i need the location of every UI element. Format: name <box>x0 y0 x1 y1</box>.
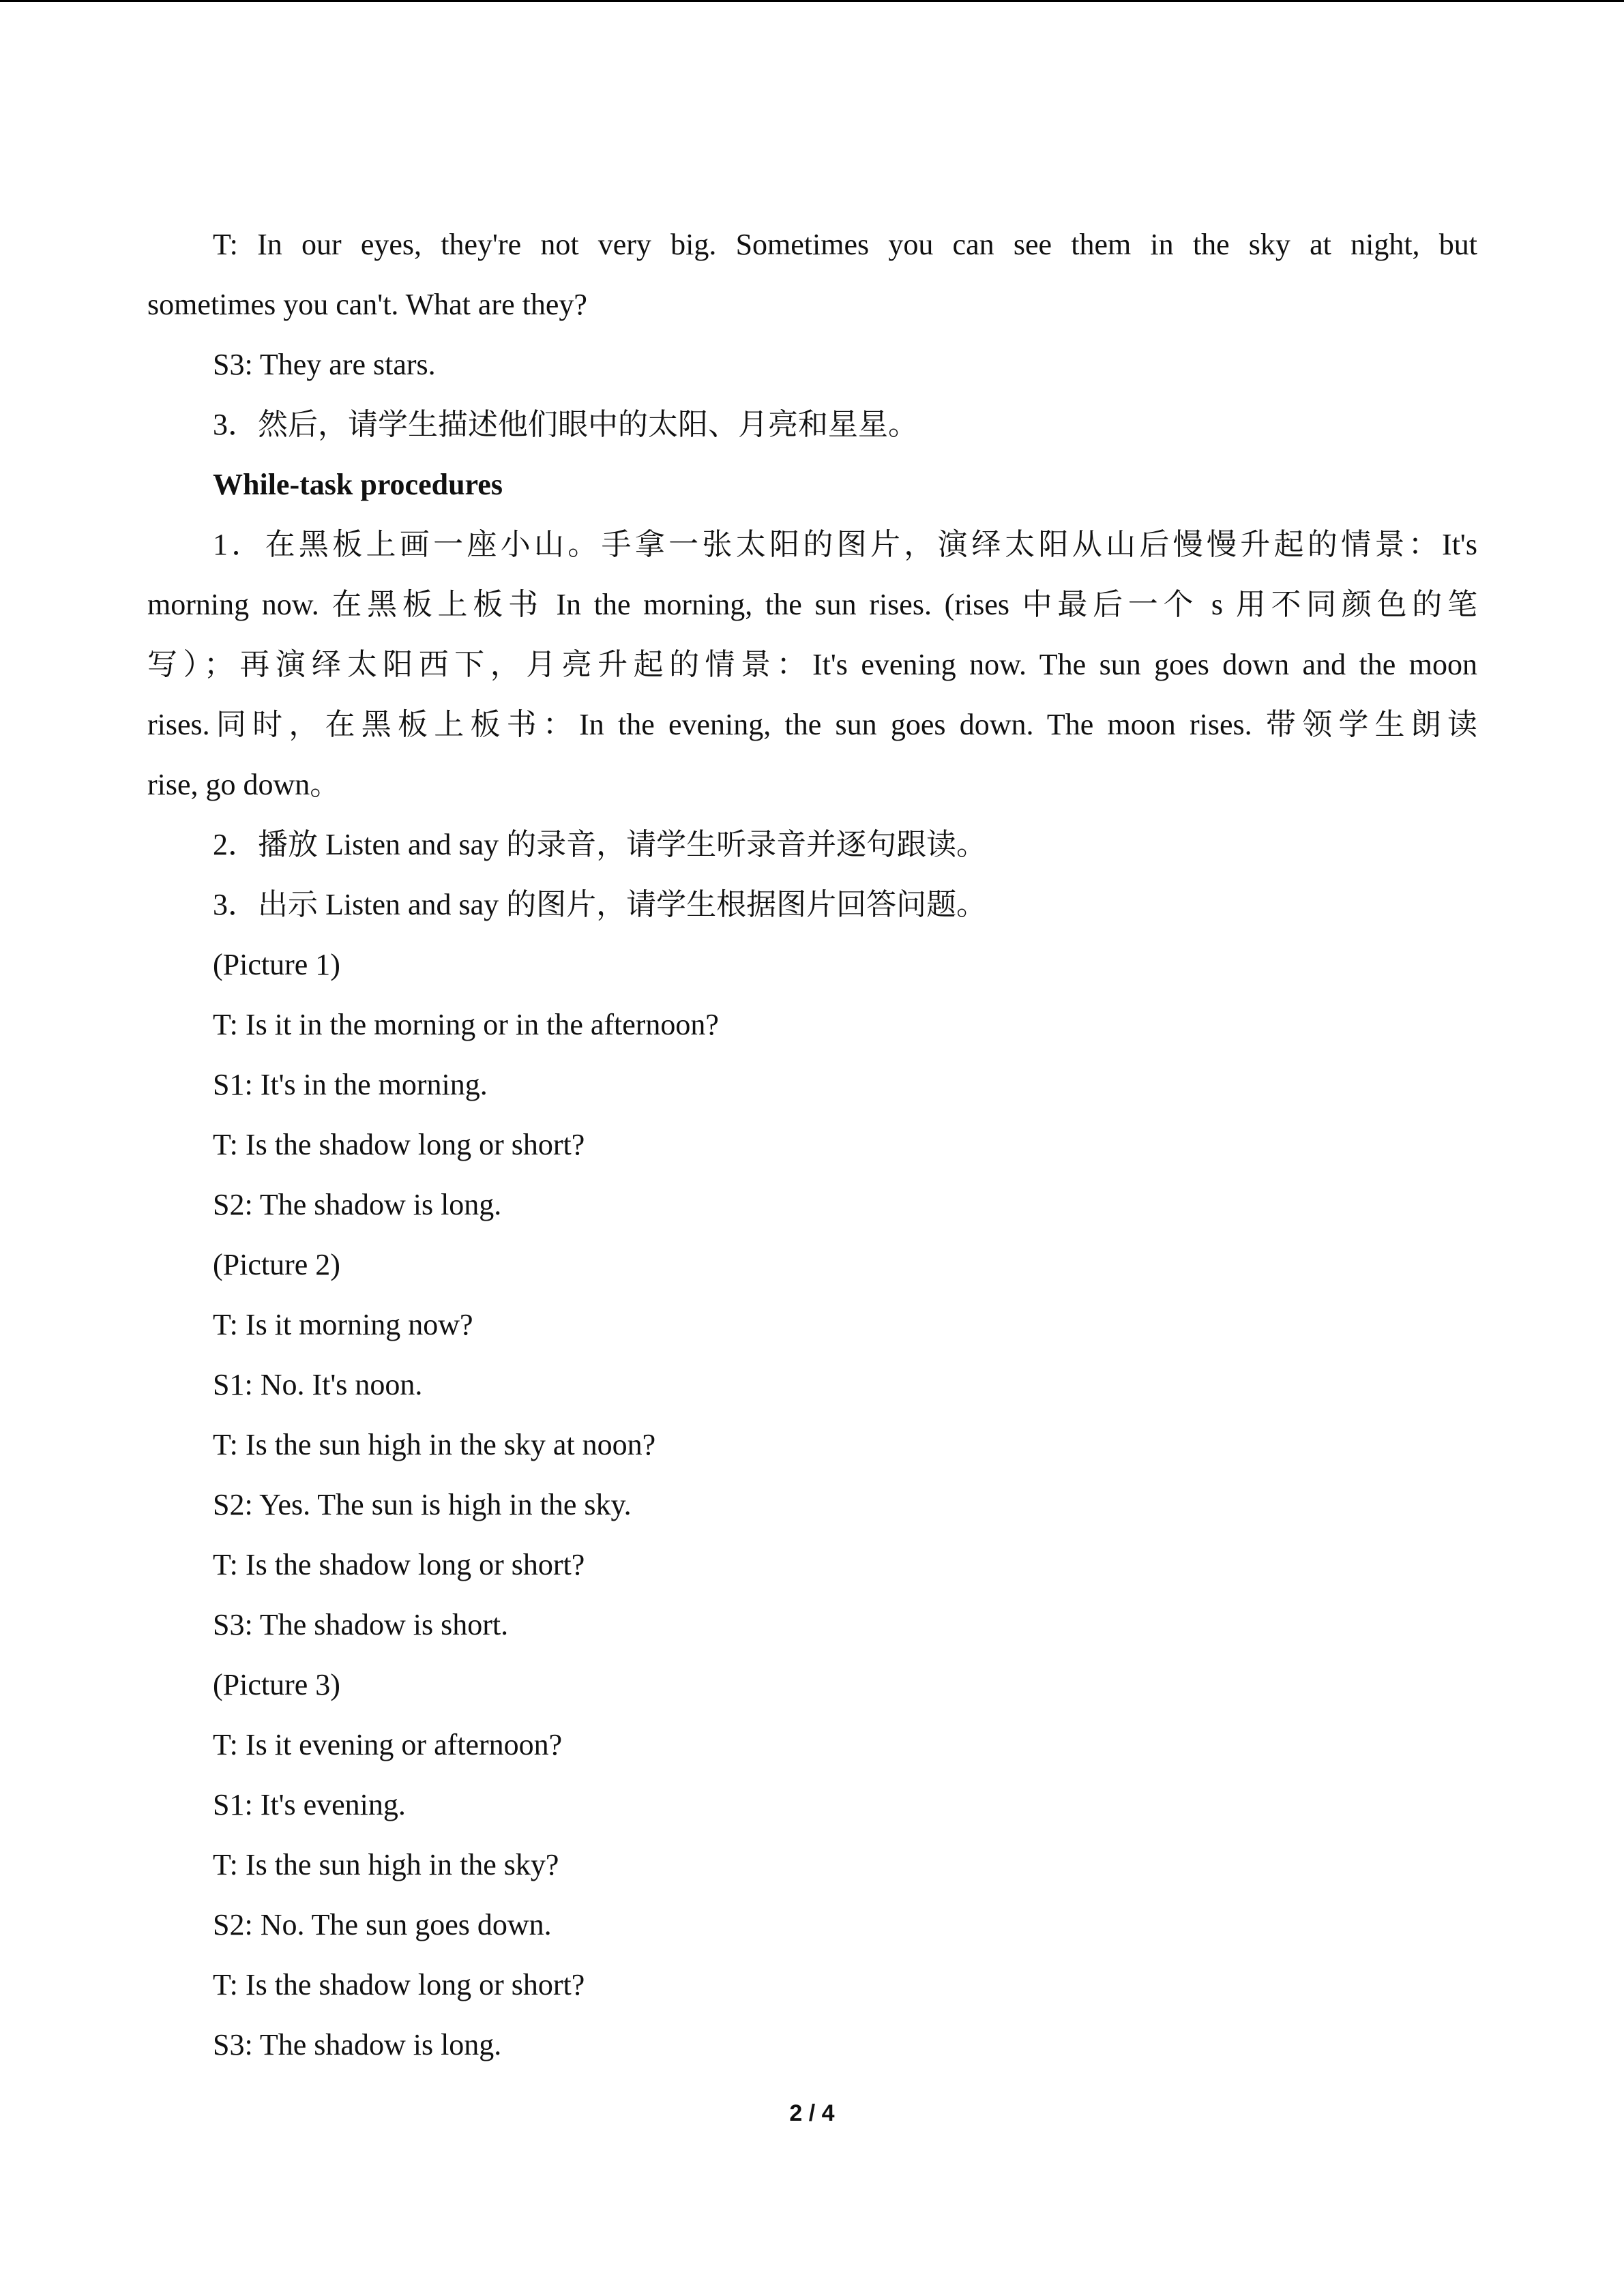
dialogue-line: T: Is the sun high in the sky at noon? <box>213 1428 656 1461</box>
dialogue-line: S1: It's evening. <box>213 1788 406 1821</box>
paragraph-line: rises.同时，在黑板上板书：In the evening, the sun goes down. The moon rises. 带领学生朗读 <box>147 708 1477 741</box>
dialogue-line: S1: It's in the morning. <box>213 1068 488 1101</box>
top-border-line <box>0 0 1624 2</box>
dialogue-line: T: Is the shadow long or short? <box>213 1968 585 2001</box>
step-line: 3．出示 Listen and say 的图片，请学生根据图片回答问题。 <box>213 888 987 921</box>
dialogue-line: S2: No. The sun goes down. <box>213 1908 552 1941</box>
dialogue-line: T: Is it evening or afternoon? <box>213 1728 563 1761</box>
picture-label: (Picture 2) <box>213 1248 340 1281</box>
picture-label: (Picture 3) <box>213 1668 340 1701</box>
section-heading: While-task procedures <box>213 468 503 501</box>
page-number: 2 / 4 <box>789 2100 835 2126</box>
dialogue-line: S2: The shadow is long. <box>213 1188 502 1221</box>
dialogue-line: S1: No. It's noon. <box>213 1368 423 1401</box>
dialogue-line: S2: Yes. The sun is high in the sky. <box>213 1488 632 1521</box>
picture-label: (Picture 1) <box>213 948 340 981</box>
dialogue-line: S3: The shadow is short. <box>213 1608 509 1641</box>
step-line: 3．然后，请学生描述他们眼中的太阳、月亮和星星。 <box>213 408 918 441</box>
dialogue-line: T: Is the shadow long or short? <box>213 1128 585 1161</box>
dialogue-line: S3: The shadow is long. <box>213 2028 502 2061</box>
paragraph-line: rise, go down。 <box>147 768 340 801</box>
paragraph-line: 1．在黑板上画一座小山。手拿一张太阳的图片，演绎太阳从山后慢慢升起的情景：It's <box>213 528 1477 561</box>
document-body <box>147 215 1477 2075</box>
dialogue-line: T: Is it in the morning or in the afternoon? <box>213 1008 719 1041</box>
step-line: 2．播放 Listen and say 的录音，请学生听录音并逐句跟读。 <box>213 828 987 861</box>
paragraph-line: morning now. 在黑板上板书 In the morning, the sun rises. (rises 中最后一个 s 用不同颜色的笔 <box>147 588 1477 621</box>
paragraph-line: sometimes you can't. What are they? <box>147 288 587 321</box>
dialogue-line: T: Is it morning now? <box>213 1308 473 1341</box>
dialogue-line: T: Is the sun high in the sky? <box>213 1848 559 1881</box>
dialogue-line: T: Is the shadow long or short? <box>213 1548 585 1581</box>
paragraph-line: T: In our eyes, they're not very big. Sometimes you can see them in the sky at night, but <box>213 228 1477 261</box>
paragraph-line: 写）；再演绎太阳西下，月亮升起的情景：It's evening now. The sun goes down and the moon <box>147 648 1477 681</box>
dialogue-line: S3: They are stars. <box>213 348 436 381</box>
